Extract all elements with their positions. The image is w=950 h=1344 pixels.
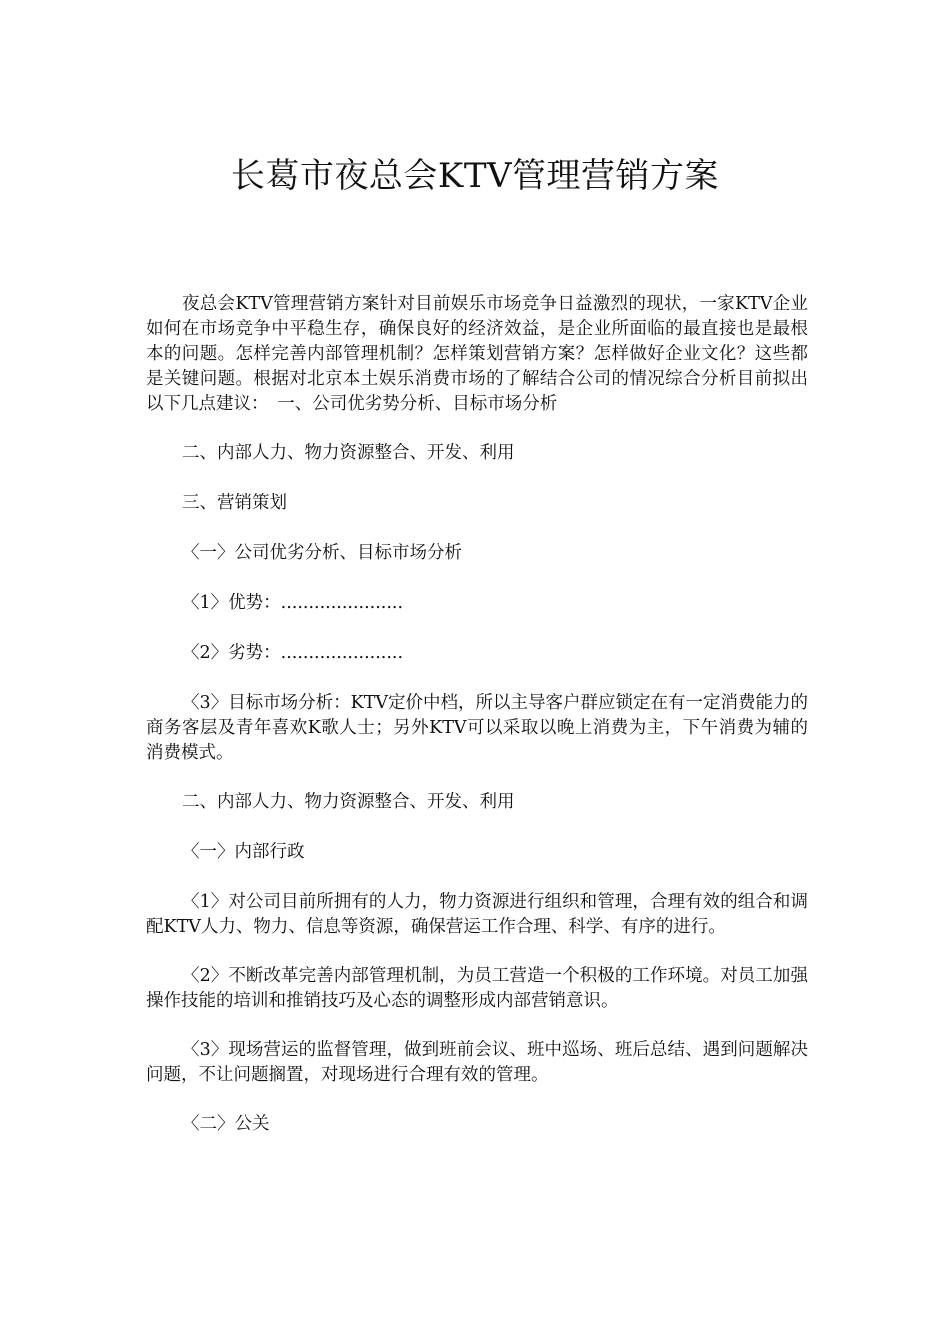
list-item: 〈2〉劣势：...................... xyxy=(182,643,404,663)
intro-paragraph: 夜总会KTV管理营销方案针对目前娱乐市场竞争日益激烈的现状，一家KTV企业如何在市场竞争中平稳生存，确保良好的经济效益，是企业所面临的最直接也是最根本的问题。怎样完善内部管理机制？怎样策划营销方案？怎样做好企业文化？这些都是关键问题。根据对北京本土娱乐消费市场的了解结合公司的情况综合分析目前拟出以下几点建议： 一、公司优劣势分析、目标市场分析 xyxy=(146,294,808,414)
list-item: 〈2〉不断改革完善内部管理机制，为员工营造一个积极的工作环境。对员工加强操作技能的培训和推销技巧及心态的调整形成内部营销意识。 xyxy=(146,966,808,1011)
section-heading: 三、营销策划 xyxy=(182,493,287,513)
list-item: 〈3〉现场营运的监督管理，做到班前会议、班中巡场、班后总结、遇到问题解决问题，不让问题搁置，对现场进行合理有效的管理。 xyxy=(146,1040,808,1085)
list-item: 〈3〉目标市场分析：KTV定价中档，所以主导客户群应锁定在有一定消费能力的商务客层及青年喜欢K歌人士；另外KTV可以采取以晚上消费为主，下午消费为辅的消费模式。 xyxy=(146,693,809,763)
document-body xyxy=(146,292,808,1162)
list-item: 〈1〉优势：...................... xyxy=(182,593,404,613)
subsection-heading: 〈二〉公关 xyxy=(182,1114,270,1134)
subsection-heading: 〈一〉内部行政 xyxy=(182,842,305,862)
document-title: 长葛市夜总会KTV管理营销方案 xyxy=(230,156,720,196)
subsection-heading: 〈一〉公司优劣分析、目标市场分析 xyxy=(182,543,462,563)
section-heading: 二、内部人力、物力资源整合、开发、利用 xyxy=(182,443,515,463)
section-heading: 二、内部人力、物力资源整合、开发、利用 xyxy=(182,792,515,812)
list-item: 〈1〉对公司目前所拥有的人力，物力资源进行组织和管理，合理有效的组合和调配KTV人力、物力、信息等资源，确保营运工作合理、科学、有序的进行。 xyxy=(146,892,808,937)
